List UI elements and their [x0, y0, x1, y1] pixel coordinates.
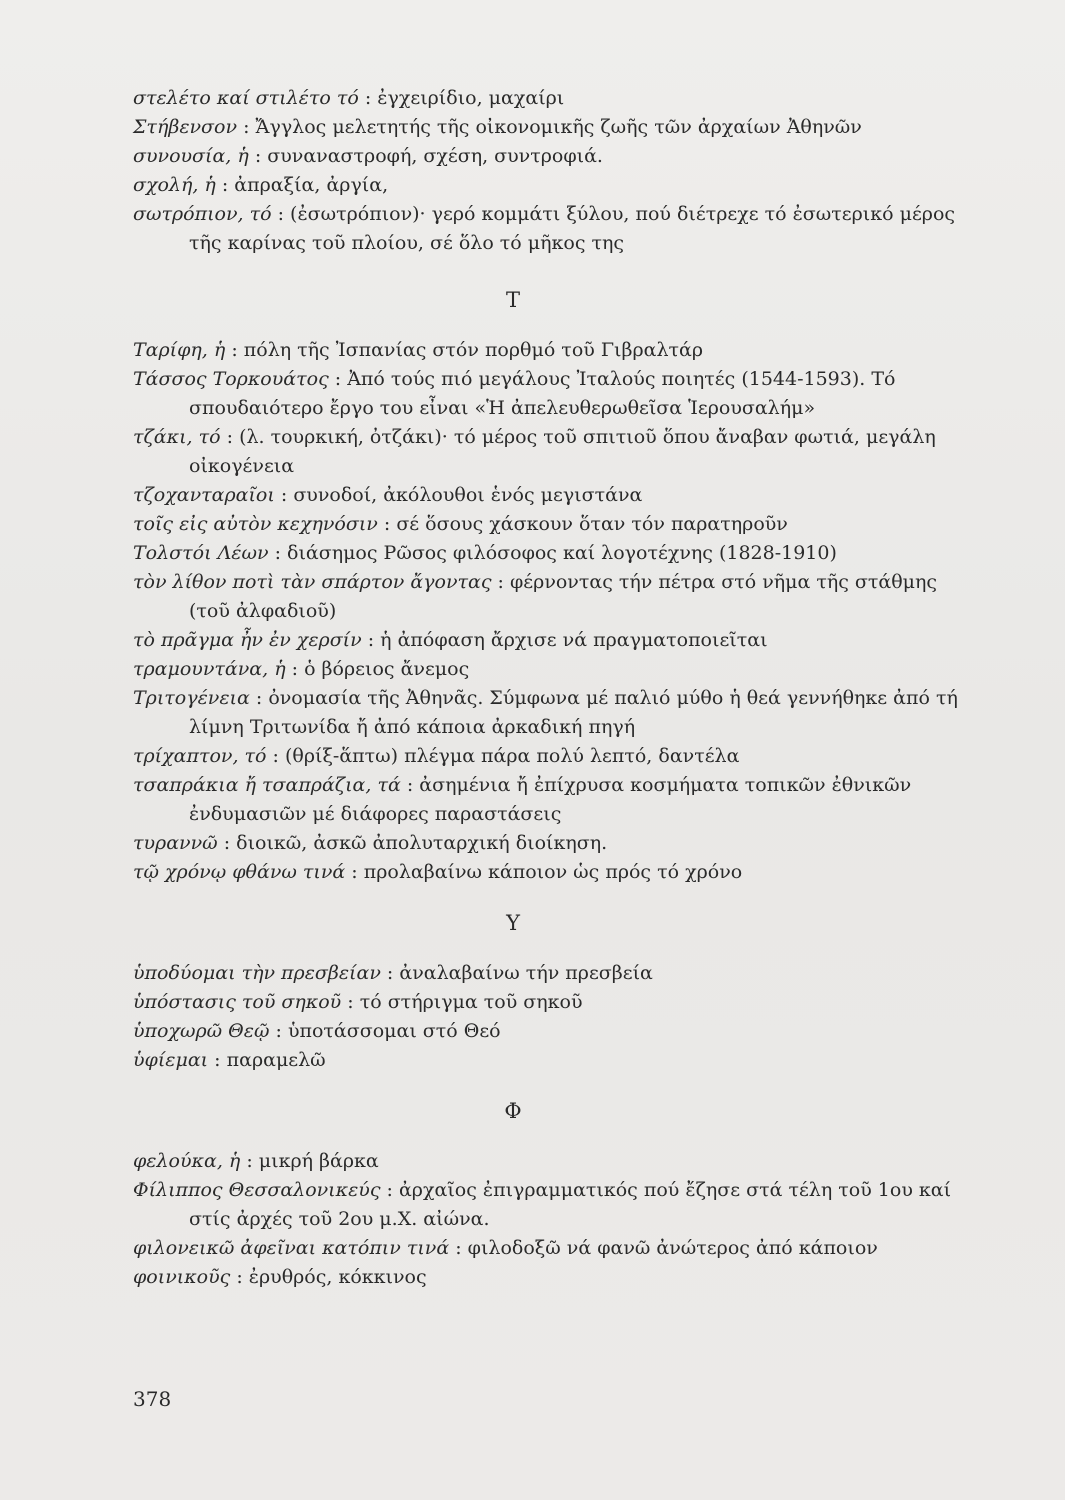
- page-number: 378: [133, 1387, 172, 1411]
- entry-term: τζάκι, τό: [133, 426, 221, 448]
- entry-definition: ὀνομασία τῆς Ἀθηνᾶς. Σύμφωνα μέ παλιό μύθο ἡ θεά γεννήθηκε ἀπό τή λίμνη Τριτωνίδα ἤ ἀπό κάποια ἀρκαδική πηγή: [189, 687, 958, 738]
- entry-definition: ἀπραξία, ἀργία,: [234, 174, 389, 196]
- entry-definition: (ἐσωτρόπιον)· γερό κομμάτι ξύλου, πού διέτρεχε τό ἐσωτερικό μέρος τῆς καρίνας τοῦ πλοίου, σέ ὅλο τό μῆκος της: [189, 203, 956, 254]
- glossary-entry: [133, 771, 983, 829]
- entry-term: τζοχανταραῖοι: [133, 484, 275, 506]
- entry-separator: :: [268, 542, 288, 564]
- entry-term: τραμουντάνα, ἡ: [133, 658, 286, 680]
- glossary-entry: [133, 1046, 983, 1075]
- glossary-entry: [133, 84, 983, 113]
- entry-separator: :: [208, 1049, 227, 1071]
- entry-term: σχολή, ἡ: [133, 174, 216, 196]
- glossary-entry: [133, 959, 983, 988]
- glossary-entry: [133, 365, 983, 423]
- entry-term: ὑφίεμαι: [133, 1049, 209, 1071]
- entry-definition: συναναστροφή, σχέση, συντροφιά.: [267, 145, 603, 167]
- glossary-entry: [133, 481, 983, 510]
- entry-definition: φέρνοντας τήν πέτρα στό νῆμα τῆς στάθμης (τοῦ ἀλφαδιοῦ): [189, 571, 938, 622]
- entry-term: Στήβενσον: [133, 116, 238, 138]
- entry-definition: φιλοδοξῶ νά φανῶ ἀνώτερος ἀπό κάποιον: [467, 1237, 878, 1259]
- entry-separator: :: [361, 629, 381, 651]
- entry-term: Ταρίφη, ἡ: [133, 339, 226, 361]
- entry-term: τοῖς εἰς αὐτὸν κεχηνόσιν: [133, 513, 378, 535]
- glossary-entry: [133, 742, 983, 771]
- glossary-entry: [133, 510, 983, 539]
- entry-term: τρίχαπτον, τό: [133, 745, 267, 767]
- entry-separator: :: [230, 1266, 249, 1288]
- entry-term: τὸν λίθον ποτὶ τὰν σπάρτον ἄγοντας: [133, 571, 492, 593]
- entry-definition: προλαβαίνω κάποιον ὡς πρός τό χρόνο: [363, 861, 743, 883]
- entry-separator: :: [328, 368, 348, 390]
- entry-separator: :: [269, 1020, 288, 1042]
- entry-definition: παραμελῶ: [226, 1049, 326, 1071]
- glossary-entry: [133, 1234, 983, 1263]
- glossary-entry: [133, 171, 983, 200]
- entry-term: τυραννῶ: [133, 832, 218, 854]
- entry-definition: Ἄγγλος μελετητής τῆς οἰκονομικῆς ζωῆς τῶν ἀρχαίων Ἀθηνῶν: [255, 116, 862, 138]
- glossary-entry: [133, 200, 983, 258]
- entry-definition: ἡ ἀπόφαση ἄρχισε νά πραγματοποιεῖται: [380, 629, 768, 651]
- entry-definition: ἀρχαῖος ἐπιγραμματικός πού ἔζησε στά τέλη τοῦ 1ου καί στίς ἀρχές τοῦ 2ου μ.Χ. αἰώνα.: [189, 1179, 952, 1230]
- entry-definition: διοικῶ, ἀσκῶ ἀπολυταρχική διοίκηση.: [236, 832, 608, 854]
- entry-term: Τολστόι Λέων: [133, 542, 269, 564]
- entry-separator: :: [248, 145, 268, 167]
- entry-term: τσαπράκια ἤ τσαπράζια, τά: [133, 774, 401, 796]
- entry-term: Τάσσος Τορκουάτος: [133, 368, 329, 390]
- entry-separator: :: [449, 1237, 468, 1259]
- entry-definition: (θρίξ-ἅπτω) πλέγμα πάρα πολύ λεπτό, δαντέλα: [284, 745, 740, 767]
- glossary-entry: [133, 1263, 983, 1292]
- glossary-entry: [133, 1147, 983, 1176]
- glossary-entry: [133, 1017, 983, 1046]
- entry-separator: :: [377, 513, 397, 535]
- entry-term: ὑποχωρῶ Θεῷ: [133, 1020, 270, 1042]
- entry-definition: συνοδοί, ἀκόλουθοι ἑνός μεγιστάνα: [293, 484, 643, 506]
- entry-term: Τριτογένεια: [133, 687, 250, 709]
- entry-definition: ὁ βόρειος ἄνεμος: [304, 658, 470, 680]
- entry-definition: (λ. τουρκική, ὀτζάκι)· τό μέρος τοῦ σπιτιοῦ ὅπου ἄναβαν φωτιά, μεγάλη οἰκογένεια: [189, 426, 936, 477]
- entry-definition: διάσημος Ρῶσος φιλόσοφος καί λογοτέχνης (1828-1910): [287, 542, 837, 564]
- entry-separator: :: [274, 484, 294, 506]
- glossary-entry: [133, 829, 983, 858]
- entry-separator: :: [285, 658, 305, 680]
- glossary-entry: [133, 684, 983, 742]
- entry-separator: :: [225, 339, 244, 361]
- section-letter-heading: Υ: [506, 911, 520, 935]
- entry-separator: :: [237, 116, 256, 138]
- glossary-entry: [133, 858, 983, 887]
- glossary-entry: [133, 336, 983, 365]
- entry-definition: Ἀπό τούς πιό μεγάλους Ἰταλούς ποιητές (1544-1593). Τό σπουδαιότερο ἔργο του εἶναι «Ἡ ἀπελευθερωθεῖσα Ἱερουσαλήμ»: [189, 368, 896, 419]
- glossary-entry: [133, 113, 983, 142]
- entry-definition: ἀσημένια ἤ ἐπίχρυσα κοσμήματα τοπικῶν ἐθνικῶν ἐνδυμασιῶν μέ διάφορες παραστάσεις: [189, 774, 912, 825]
- entry-definition: ἐρυθρός, κόκκινος: [248, 1266, 427, 1288]
- entry-separator: :: [240, 1150, 259, 1172]
- entry-separator: :: [380, 1179, 399, 1201]
- entry-definition: ἀναλαβαίνω τήν πρεσβεία: [399, 962, 653, 984]
- entry-separator: :: [341, 991, 360, 1013]
- entry-separator: :: [358, 87, 378, 109]
- entry-separator: :: [345, 861, 364, 883]
- entry-definition: τό στήριγμα τοῦ σηκοῦ: [359, 991, 583, 1013]
- entry-separator: :: [380, 962, 400, 984]
- entry-term: ὑπόστασις τοῦ σηκοῦ: [133, 991, 342, 1013]
- entry-separator: :: [217, 832, 237, 854]
- entry-definition: ὑποτάσσομαι στό Θεό: [287, 1020, 501, 1042]
- entry-term: Φίλιππος Θεσσαλονικεύς: [133, 1179, 381, 1201]
- glossary-content: [133, 84, 983, 1292]
- glossary-entry: [133, 539, 983, 568]
- glossary-entry: [133, 655, 983, 684]
- entry-term: ὑποδύομαι τὴν πρεσβείαν: [133, 962, 381, 984]
- entry-definition: ἐγχειρίδιο, μαχαίρι: [377, 87, 565, 109]
- section-letter-heading: Τ: [505, 288, 520, 312]
- glossary-entry: [133, 988, 983, 1017]
- entry-separator: :: [400, 774, 420, 796]
- entry-term: τὸ πρᾶγμα ἦν ἐν χερσίν: [133, 629, 362, 651]
- entry-term: τῷ χρόνῳ φθάνω τινά: [133, 861, 346, 883]
- entry-separator: :: [491, 571, 510, 593]
- entry-definition: σέ ὅσους χάσκουν ὅταν τόν παρατηροῦν: [396, 513, 788, 535]
- glossary-entry: [133, 1176, 983, 1234]
- entry-separator: :: [271, 203, 291, 225]
- entry-term: φελούκα, ἡ: [133, 1150, 241, 1172]
- section-letter-heading: Φ: [504, 1099, 522, 1123]
- entry-term: σωτρόπιον, τό: [133, 203, 272, 225]
- entry-separator: :: [266, 745, 285, 767]
- entry-definition: πόλη τῆς Ἰσπανίας στόν πορθμό τοῦ Γιβραλτάρ: [243, 339, 704, 361]
- entry-term: συνουσία, ἡ: [133, 145, 249, 167]
- entry-term: στελέτο καί στιλέτο τό: [133, 87, 359, 109]
- glossary-entry: [133, 142, 983, 171]
- entry-separator: :: [249, 687, 269, 709]
- glossary-entry: [133, 626, 983, 655]
- glossary-entry: [133, 423, 983, 481]
- glossary-entry: [133, 568, 983, 626]
- entry-term: φιλονεικῶ ἀφεῖναι κατόπιν τινά: [133, 1237, 450, 1259]
- entry-separator: :: [215, 174, 235, 196]
- entry-separator: :: [220, 426, 240, 448]
- entry-term: φοινικοῦς: [133, 1266, 231, 1288]
- entry-definition: μικρή βάρκα: [258, 1150, 379, 1172]
